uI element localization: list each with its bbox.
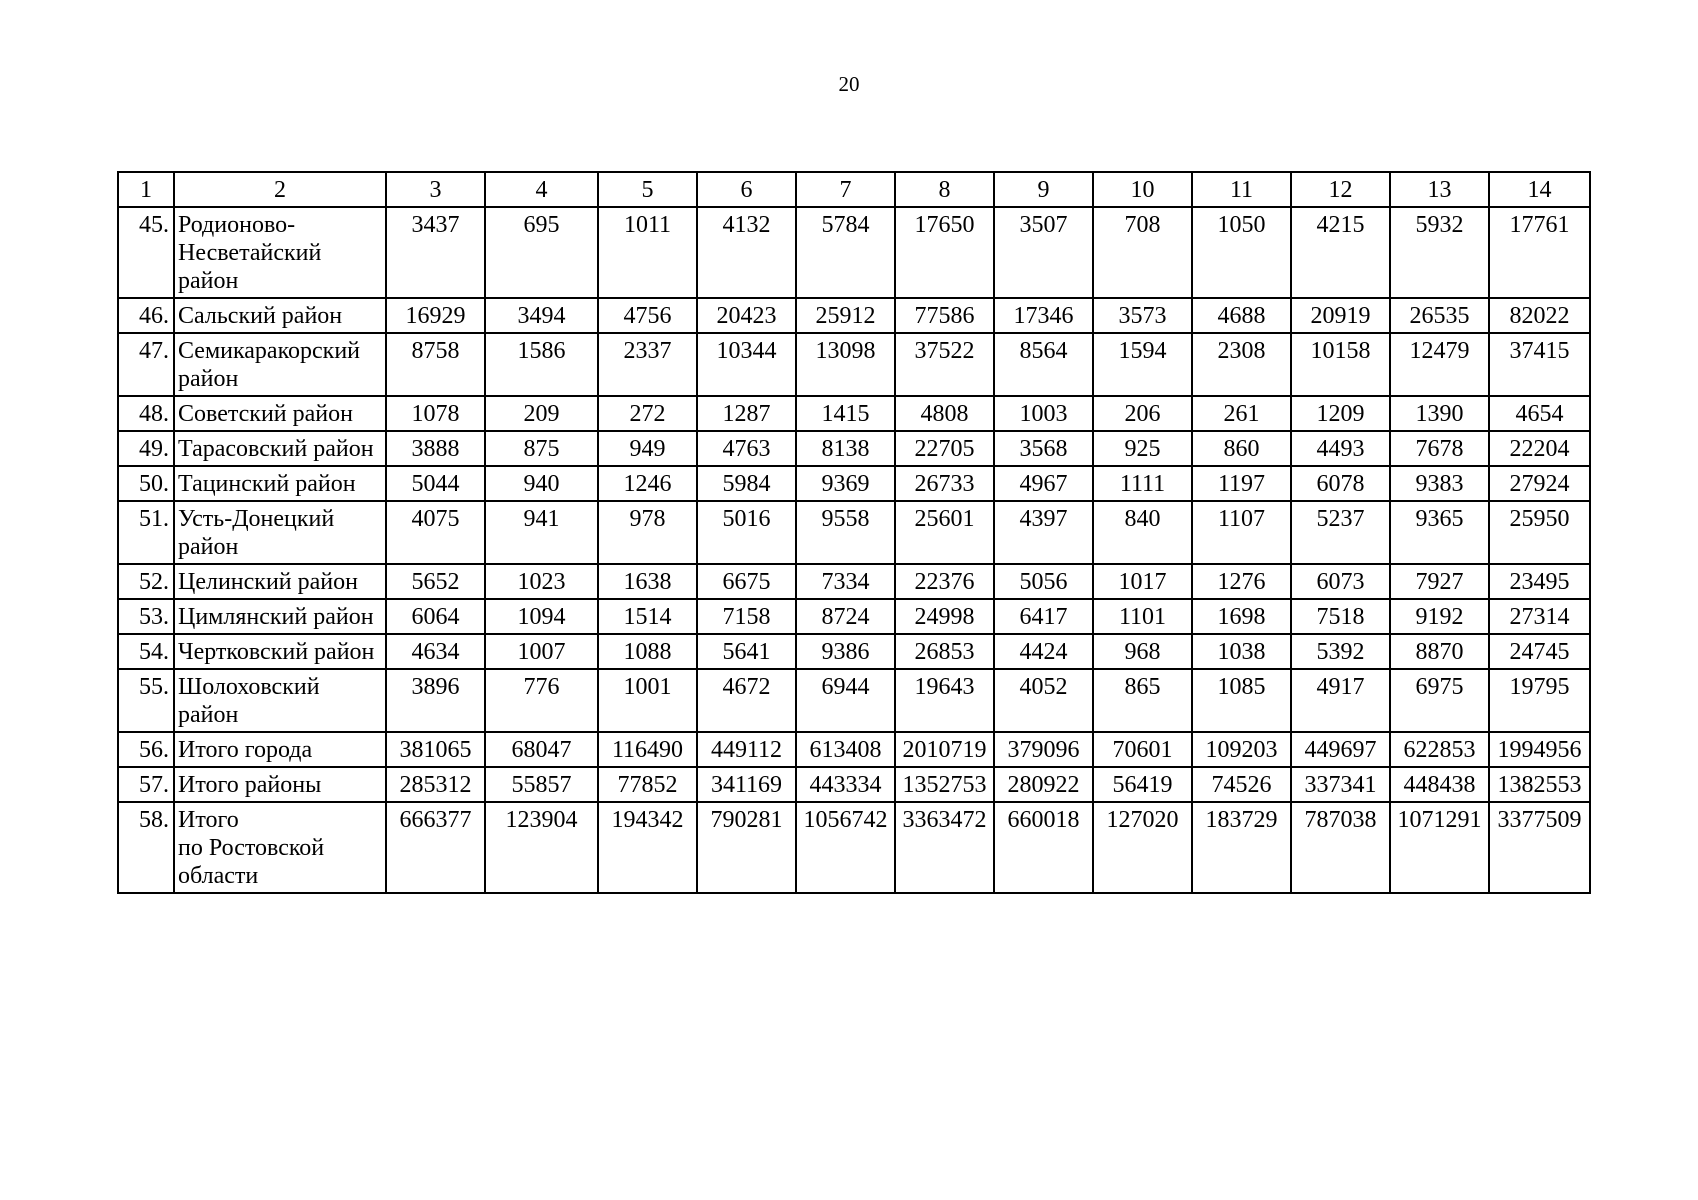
value-cell: 70601	[1093, 732, 1192, 767]
value-cell: 5044	[386, 466, 485, 501]
value-cell: 1071291	[1390, 802, 1489, 893]
value-cell: 26853	[895, 634, 994, 669]
value-cell: 448438	[1390, 767, 1489, 802]
table-body	[118, 172, 1590, 893]
value-cell: 790281	[697, 802, 796, 893]
row-number-cell: 58.	[118, 802, 174, 893]
value-cell: 109203	[1192, 732, 1291, 767]
district-name-cell: Семикаракорский район	[174, 333, 386, 396]
value-cell: 5056	[994, 564, 1093, 599]
value-cell: 127020	[1093, 802, 1192, 893]
value-cell: 1088	[598, 634, 697, 669]
value-cell: 443334	[796, 767, 895, 802]
value-cell: 1050	[1192, 207, 1291, 298]
value-cell: 381065	[386, 732, 485, 767]
value-cell: 2308	[1192, 333, 1291, 396]
value-cell: 5016	[697, 501, 796, 564]
value-cell: 968	[1093, 634, 1192, 669]
value-cell: 7518	[1291, 599, 1390, 634]
value-cell: 6675	[697, 564, 796, 599]
value-cell: 1111	[1093, 466, 1192, 501]
value-cell: 19795	[1489, 669, 1590, 732]
table-row	[118, 732, 1590, 767]
value-cell: 1197	[1192, 466, 1291, 501]
value-cell: 8758	[386, 333, 485, 396]
value-cell: 194342	[598, 802, 697, 893]
value-cell: 26535	[1390, 298, 1489, 333]
value-cell: 1287	[697, 396, 796, 431]
district-name-cell: Тацинский район	[174, 466, 386, 501]
value-cell: 6073	[1291, 564, 1390, 599]
value-cell: 17346	[994, 298, 1093, 333]
value-cell: 1415	[796, 396, 895, 431]
district-name-cell: Цимлянский район	[174, 599, 386, 634]
value-cell: 3363472	[895, 802, 994, 893]
value-cell: 4967	[994, 466, 1093, 501]
value-cell: 1017	[1093, 564, 1192, 599]
table-row	[118, 501, 1590, 564]
value-cell: 660018	[994, 802, 1093, 893]
value-cell: 787038	[1291, 802, 1390, 893]
value-cell: 978	[598, 501, 697, 564]
table-row	[118, 396, 1590, 431]
value-cell: 1246	[598, 466, 697, 501]
value-cell: 695	[485, 207, 598, 298]
value-cell: 13098	[796, 333, 895, 396]
table-row	[118, 599, 1590, 634]
row-number-cell: 52.	[118, 564, 174, 599]
value-cell: 25950	[1489, 501, 1590, 564]
district-name-cell: Сальский район	[174, 298, 386, 333]
value-cell: 1382553	[1489, 767, 1590, 802]
header-cell: 10	[1093, 172, 1192, 207]
value-cell: 449112	[697, 732, 796, 767]
header-cell: 7	[796, 172, 895, 207]
value-cell: 941	[485, 501, 598, 564]
value-cell: 2010719	[895, 732, 994, 767]
value-cell: 22376	[895, 564, 994, 599]
value-cell: 116490	[598, 732, 697, 767]
value-cell: 7927	[1390, 564, 1489, 599]
row-number-cell: 48.	[118, 396, 174, 431]
row-number-cell: 51.	[118, 501, 174, 564]
value-cell: 27924	[1489, 466, 1590, 501]
value-cell: 4634	[386, 634, 485, 669]
value-cell: 5932	[1390, 207, 1489, 298]
value-cell: 68047	[485, 732, 598, 767]
value-cell: 16929	[386, 298, 485, 333]
value-cell: 1638	[598, 564, 697, 599]
value-cell: 9386	[796, 634, 895, 669]
row-number-cell: 50.	[118, 466, 174, 501]
value-cell: 272	[598, 396, 697, 431]
district-name-cell: Родионово- Несветайский район	[174, 207, 386, 298]
value-cell: 6078	[1291, 466, 1390, 501]
value-cell: 865	[1093, 669, 1192, 732]
value-cell: 209	[485, 396, 598, 431]
value-cell: 4132	[697, 207, 796, 298]
value-cell: 1209	[1291, 396, 1390, 431]
value-cell: 9192	[1390, 599, 1489, 634]
value-cell: 9365	[1390, 501, 1489, 564]
value-cell: 3568	[994, 431, 1093, 466]
value-cell: 20919	[1291, 298, 1390, 333]
value-cell: 6417	[994, 599, 1093, 634]
value-cell: 37415	[1489, 333, 1590, 396]
value-cell: 285312	[386, 767, 485, 802]
value-cell: 7334	[796, 564, 895, 599]
value-cell: 12479	[1390, 333, 1489, 396]
header-cell: 1	[118, 172, 174, 207]
value-cell: 8724	[796, 599, 895, 634]
value-cell: 123904	[485, 802, 598, 893]
value-cell: 5641	[697, 634, 796, 669]
table-row	[118, 466, 1590, 501]
value-cell: 449697	[1291, 732, 1390, 767]
value-cell: 9558	[796, 501, 895, 564]
value-cell: 5784	[796, 207, 895, 298]
value-cell: 183729	[1192, 802, 1291, 893]
statistics-table	[117, 171, 1591, 894]
value-cell: 622853	[1390, 732, 1489, 767]
value-cell: 4808	[895, 396, 994, 431]
value-cell: 1514	[598, 599, 697, 634]
value-cell: 17761	[1489, 207, 1590, 298]
value-cell: 3888	[386, 431, 485, 466]
district-name-cell: Целинский район	[174, 564, 386, 599]
header-cell: 6	[697, 172, 796, 207]
value-cell: 4654	[1489, 396, 1590, 431]
district-name-cell: Итого по Ростовской области	[174, 802, 386, 893]
value-cell: 20423	[697, 298, 796, 333]
value-cell: 6064	[386, 599, 485, 634]
value-cell: 22705	[895, 431, 994, 466]
value-cell: 1003	[994, 396, 1093, 431]
value-cell: 1007	[485, 634, 598, 669]
header-cell: 12	[1291, 172, 1390, 207]
value-cell: 24998	[895, 599, 994, 634]
value-cell: 875	[485, 431, 598, 466]
value-cell: 1698	[1192, 599, 1291, 634]
row-number-cell: 49.	[118, 431, 174, 466]
header-cell: 11	[1192, 172, 1291, 207]
value-cell: 4493	[1291, 431, 1390, 466]
district-name-cell: Итого районы	[174, 767, 386, 802]
value-cell: 1594	[1093, 333, 1192, 396]
header-cell: 14	[1489, 172, 1590, 207]
value-cell: 7678	[1390, 431, 1489, 466]
value-cell: 1352753	[895, 767, 994, 802]
value-cell: 4917	[1291, 669, 1390, 732]
district-name-cell: Итого города	[174, 732, 386, 767]
value-cell: 25912	[796, 298, 895, 333]
value-cell: 5237	[1291, 501, 1390, 564]
value-cell: 4397	[994, 501, 1093, 564]
value-cell: 37522	[895, 333, 994, 396]
value-cell: 860	[1192, 431, 1291, 466]
value-cell: 77852	[598, 767, 697, 802]
value-cell: 10158	[1291, 333, 1390, 396]
row-number-cell: 54.	[118, 634, 174, 669]
value-cell: 9383	[1390, 466, 1489, 501]
value-cell: 1056742	[796, 802, 895, 893]
value-cell: 5392	[1291, 634, 1390, 669]
value-cell: 22204	[1489, 431, 1590, 466]
header-cell: 2	[174, 172, 386, 207]
district-name-cell: Советский район	[174, 396, 386, 431]
table-row	[118, 669, 1590, 732]
value-cell: 341169	[697, 767, 796, 802]
value-cell: 4075	[386, 501, 485, 564]
header-cell: 4	[485, 172, 598, 207]
value-cell: 1276	[1192, 564, 1291, 599]
value-cell: 26733	[895, 466, 994, 501]
value-cell: 8870	[1390, 634, 1489, 669]
value-cell: 17650	[895, 207, 994, 298]
value-cell: 3896	[386, 669, 485, 732]
table-row	[118, 431, 1590, 466]
value-cell: 613408	[796, 732, 895, 767]
row-number-cell: 46.	[118, 298, 174, 333]
value-cell: 1586	[485, 333, 598, 396]
value-cell: 925	[1093, 431, 1192, 466]
row-number-cell: 45.	[118, 207, 174, 298]
value-cell: 1023	[485, 564, 598, 599]
value-cell: 3437	[386, 207, 485, 298]
value-cell: 5984	[697, 466, 796, 501]
value-cell: 3507	[994, 207, 1093, 298]
value-cell: 280922	[994, 767, 1093, 802]
table-row	[118, 298, 1590, 333]
header-cell: 9	[994, 172, 1093, 207]
page-number: 20	[838, 72, 860, 96]
header-cell: 13	[1390, 172, 1489, 207]
value-cell: 940	[485, 466, 598, 501]
value-cell: 56419	[1093, 767, 1192, 802]
row-number-cell: 55.	[118, 669, 174, 732]
value-cell: 337341	[1291, 767, 1390, 802]
value-cell: 6944	[796, 669, 895, 732]
value-cell: 3377509	[1489, 802, 1590, 893]
value-cell: 3494	[485, 298, 598, 333]
value-cell: 949	[598, 431, 697, 466]
value-cell: 1078	[386, 396, 485, 431]
value-cell: 4052	[994, 669, 1093, 732]
row-number-cell: 53.	[118, 599, 174, 634]
table-row	[118, 767, 1590, 802]
table-row	[118, 207, 1590, 298]
value-cell: 1085	[1192, 669, 1291, 732]
district-name-cell: Тарасовский район	[174, 431, 386, 466]
value-cell: 1107	[1192, 501, 1291, 564]
header-cell: 5	[598, 172, 697, 207]
table-row	[118, 802, 1590, 893]
header-cell: 8	[895, 172, 994, 207]
value-cell: 776	[485, 669, 598, 732]
district-name-cell: Чертковский район	[174, 634, 386, 669]
value-cell: 4756	[598, 298, 697, 333]
value-cell: 1001	[598, 669, 697, 732]
value-cell: 5652	[386, 564, 485, 599]
value-cell: 1101	[1093, 599, 1192, 634]
table-row	[118, 564, 1590, 599]
value-cell: 27314	[1489, 599, 1590, 634]
value-cell: 4672	[697, 669, 796, 732]
value-cell: 3573	[1093, 298, 1192, 333]
value-cell: 77586	[895, 298, 994, 333]
value-cell: 4688	[1192, 298, 1291, 333]
value-cell: 74526	[1192, 767, 1291, 802]
value-cell: 23495	[1489, 564, 1590, 599]
value-cell: 55857	[485, 767, 598, 802]
value-cell: 10344	[697, 333, 796, 396]
value-cell: 4763	[697, 431, 796, 466]
value-cell: 840	[1093, 501, 1192, 564]
value-cell: 1094	[485, 599, 598, 634]
value-cell: 19643	[895, 669, 994, 732]
row-number-cell: 47.	[118, 333, 174, 396]
value-cell: 379096	[994, 732, 1093, 767]
value-cell: 8138	[796, 431, 895, 466]
value-cell: 206	[1093, 396, 1192, 431]
value-cell: 708	[1093, 207, 1192, 298]
value-cell: 1038	[1192, 634, 1291, 669]
value-cell: 82022	[1489, 298, 1590, 333]
value-cell: 2337	[598, 333, 697, 396]
value-cell: 666377	[386, 802, 485, 893]
value-cell: 24745	[1489, 634, 1590, 669]
value-cell: 7158	[697, 599, 796, 634]
district-name-cell: Шолоховский район	[174, 669, 386, 732]
value-cell: 25601	[895, 501, 994, 564]
value-cell: 8564	[994, 333, 1093, 396]
value-cell: 261	[1192, 396, 1291, 431]
row-number-cell: 57.	[118, 767, 174, 802]
value-cell: 9369	[796, 466, 895, 501]
value-cell: 1390	[1390, 396, 1489, 431]
value-cell: 1994956	[1489, 732, 1590, 767]
value-cell: 4215	[1291, 207, 1390, 298]
district-name-cell: Усть-Донецкий район	[174, 501, 386, 564]
value-cell: 4424	[994, 634, 1093, 669]
value-cell: 6975	[1390, 669, 1489, 732]
table-row	[118, 333, 1590, 396]
row-number-cell: 56.	[118, 732, 174, 767]
table-row	[118, 634, 1590, 669]
header-cell: 3	[386, 172, 485, 207]
table-header-row	[118, 172, 1590, 207]
value-cell: 1011	[598, 207, 697, 298]
